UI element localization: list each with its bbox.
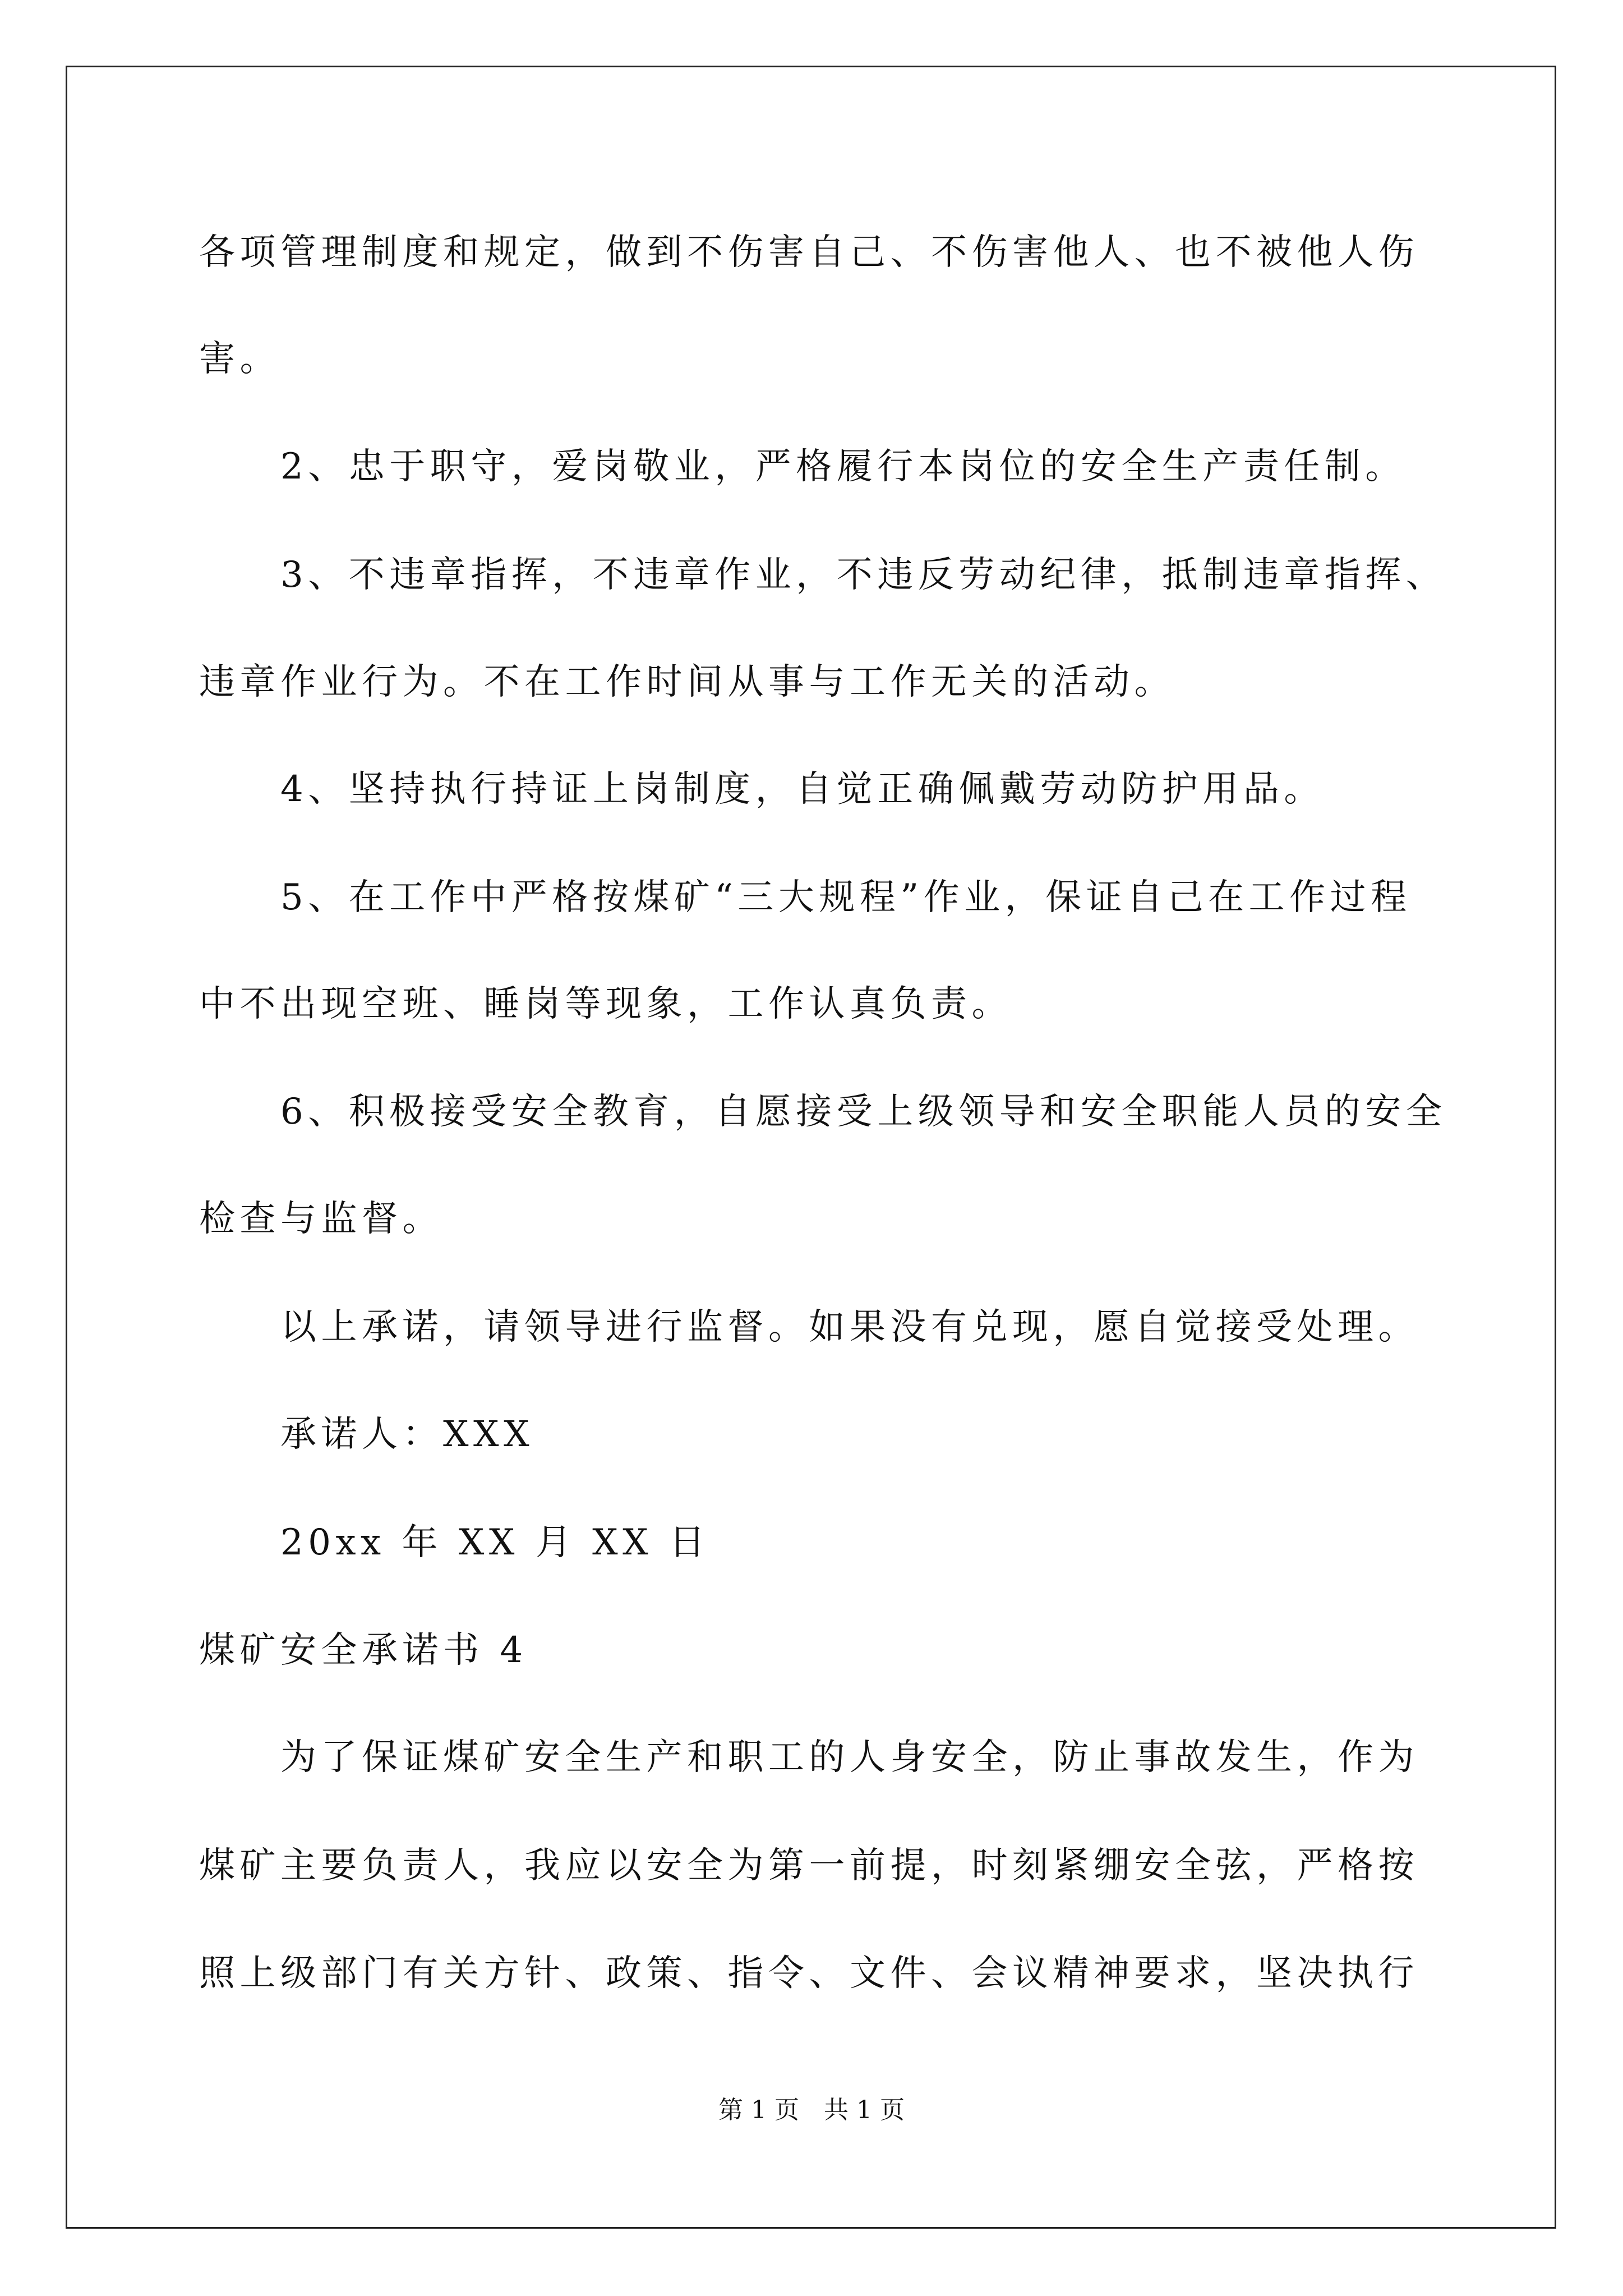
text-line: 煤矿主要负责人，我应以安全为第一前提，时刻紧绷安全弦，严格按 [199,1845,1419,1887]
section-title: 煤矿安全承诺书 4 [199,1630,528,1671]
text-line: 害。 [199,338,280,380]
text-line: 2、忠于职守，爱岗敬业，严格履行本岗位的安全生产责任制。 [280,446,1406,487]
signatory-line: 承诺人：XXX [280,1414,534,1455]
text-line: 以上承诺，请领导进行监督。如果没有兑现，愿自觉接受处理。 [280,1306,1419,1348]
page-footer [0,2093,1623,2127]
text-line: 各项管理制度和规定，做到不伤害自己、不伤害他人、也不被他人伤 [199,232,1419,273]
page-number: 第 1 页 [718,2096,799,2124]
text-line: 6、积极接受安全教育，自愿接受上级领导和安全职能人员的安全 [280,1091,1447,1133]
text-line: 3、不违章指挥，不违章作业，不违反劳动纪律，抵制违章指挥、 [280,554,1447,596]
text-line: 照上级部门有关方针、政策、指令、文件、会议精神要求，坚决执行 [199,1953,1419,1994]
text-line: 4、坚持执行持证上岗制度，自觉正确佩戴劳动防护用品。 [280,769,1325,810]
text-line: 检查与监督。 [199,1198,443,1240]
text-line: 5、在工作中严格按煤矿“三大规程”作业，保证自己在工作过程 [280,877,1412,918]
page-total: 共 1 页 [824,2096,905,2124]
text-line: 为了保证煤矿安全生产和职工的人身安全，防止事故发生，作为 [280,1737,1419,1778]
text-line: 违章作业行为。不在工作时间从事与工作无关的活动。 [199,661,1175,703]
page-border [66,66,1556,2229]
text-line: 中不出现空班、睡岗等现象，工作认真负责。 [199,983,1012,1025]
date-line: 20xx 年 XX 月 XX 日 [280,1522,710,1563]
